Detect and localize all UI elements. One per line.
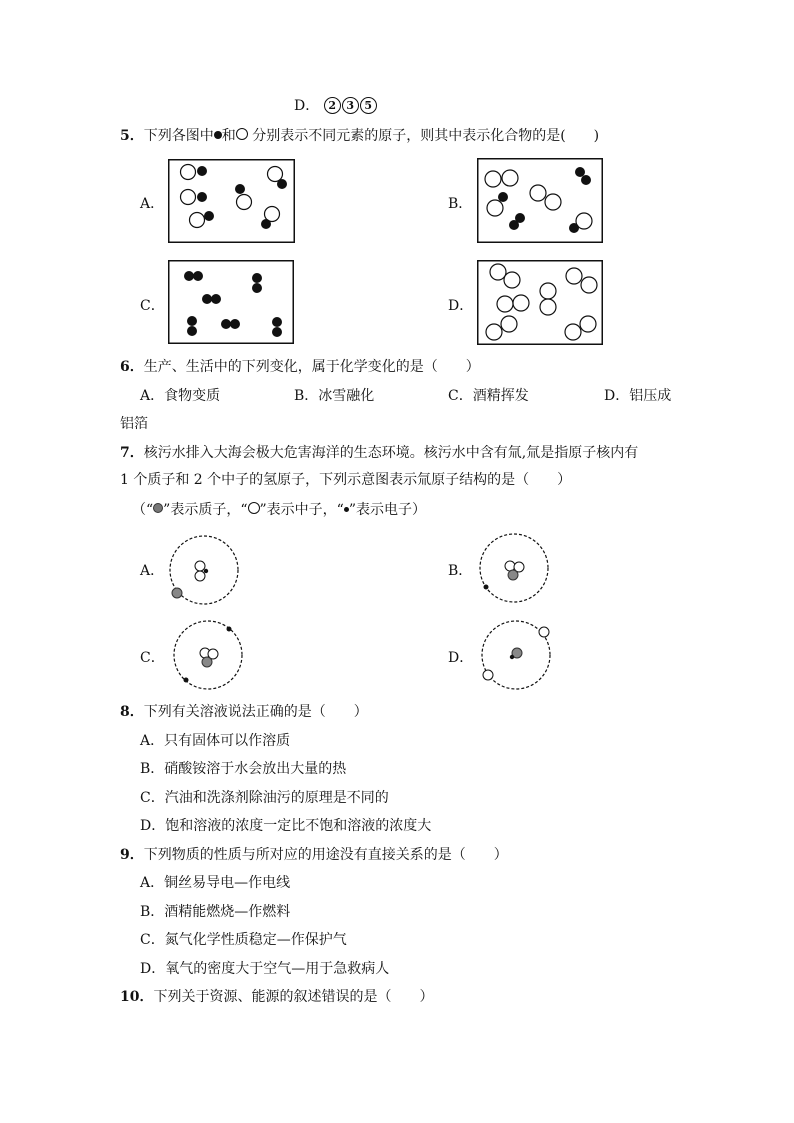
q6-number: 6． bbox=[120, 359, 144, 375]
q9-option-b: B．酒精能燃烧—作燃料 bbox=[140, 904, 291, 920]
q8-stem bbox=[120, 702, 368, 722]
q8-stem-text: 下列有关溶液说法正确的是（ ） bbox=[143, 704, 368, 720]
q5-stem-part: 下列各图中 bbox=[143, 128, 214, 144]
q5-label-a: A． bbox=[140, 196, 165, 212]
legend-text: ”表示中子，“ bbox=[259, 502, 344, 518]
q7-legend bbox=[132, 500, 426, 520]
q8-option-c: C．汽油和洗涤剂除油污的原理是不同的 bbox=[140, 790, 389, 806]
q5-label-b: B． bbox=[448, 196, 473, 212]
q7-stem-line1: 核污水排入大海会极大危害海洋的生态环境。核污水中含有氚,氚是指原子核内有 bbox=[143, 445, 639, 461]
q6-stem bbox=[120, 357, 480, 377]
q10-number: 10． bbox=[120, 989, 154, 1005]
q5-diagram-b bbox=[477, 158, 603, 243]
neutron-icon bbox=[248, 502, 260, 514]
q7-number: 7． bbox=[120, 445, 144, 461]
q9-option-d: D．氧气的密度大于空气—用于急救病人 bbox=[140, 961, 390, 977]
q4-option-d-letter: D． bbox=[294, 98, 320, 114]
proton-icon bbox=[153, 503, 163, 513]
q7-atom-d bbox=[479, 620, 553, 690]
q7-atom-a bbox=[167, 535, 241, 605]
q8-option-b: B．硝酸铵溶于水会放出大量的热 bbox=[140, 761, 347, 777]
q5-label-c: C． bbox=[140, 298, 165, 314]
q5-stem-part: 分别表示不同元素的原子，则其中表示化合物的是( ) bbox=[252, 128, 600, 144]
q6-option-c: C．酒精挥发 bbox=[448, 388, 529, 404]
legend-text: ”表示质子，“ bbox=[163, 502, 248, 518]
hollow-atom-icon bbox=[236, 128, 248, 140]
q5-diagram-d bbox=[477, 260, 603, 345]
q4-option-d bbox=[294, 96, 378, 116]
q9-number: 9． bbox=[120, 847, 144, 863]
q7-label-b: B． bbox=[448, 563, 473, 579]
q5-stem bbox=[120, 126, 599, 146]
circled-number: 2 bbox=[324, 97, 341, 114]
q5-diagram-a bbox=[168, 159, 295, 243]
q10-stem bbox=[120, 987, 433, 1007]
q7-label-a: A． bbox=[140, 563, 165, 579]
q7-atom-c bbox=[171, 620, 245, 690]
q9-stem bbox=[120, 845, 508, 865]
q6-option-d-wrap: 铝箔 bbox=[120, 416, 148, 432]
q7-atom-b bbox=[477, 533, 551, 603]
legend-text: （“ bbox=[132, 502, 154, 518]
q5-diagram-c bbox=[168, 260, 294, 344]
q7-stem-line2: 1 个质子和 2 个中子的氢原子，下列示意图表示氚原子结构的是（ ） bbox=[120, 472, 572, 488]
q9-stem-text: 下列物质的性质与所对应的用途没有直接关系的是（ ） bbox=[143, 847, 508, 863]
q9-option-a: A．铜丝易导电—作电线 bbox=[140, 875, 291, 891]
q10-stem-text: 下列关于资源、能源的叙述错误的是（ ） bbox=[153, 989, 434, 1005]
q6-option-d: D．铝压成 bbox=[604, 388, 672, 404]
circled-number: 3 bbox=[342, 97, 359, 114]
q6-option-a: A．食物变质 bbox=[140, 388, 221, 404]
q7-label-d: D． bbox=[448, 650, 474, 666]
q7-label-c: C． bbox=[140, 650, 165, 666]
legend-text: ”表示电子） bbox=[348, 502, 426, 518]
q8-option-d: D．饱和溶液的浓度一定比不饱和溶液的浓度大 bbox=[140, 818, 432, 834]
q5-label-d: D． bbox=[448, 298, 474, 314]
q5-number: 5． bbox=[120, 128, 144, 144]
circled-number: 5 bbox=[360, 97, 377, 114]
q6-stem-text: 生产、生活中的下列变化，属于化学变化的是（ ） bbox=[143, 359, 480, 375]
q8-number: 8． bbox=[120, 704, 144, 720]
q8-option-a: A．只有固体可以作溶质 bbox=[140, 733, 291, 749]
q5-stem-part: 和 bbox=[221, 128, 236, 144]
q7-stem bbox=[120, 443, 638, 463]
q9-option-c: C．氮气化学性质稳定—作保护气 bbox=[140, 932, 347, 948]
q6-option-b: B．冰雪融化 bbox=[294, 388, 375, 404]
filled-atom-icon bbox=[214, 131, 222, 139]
